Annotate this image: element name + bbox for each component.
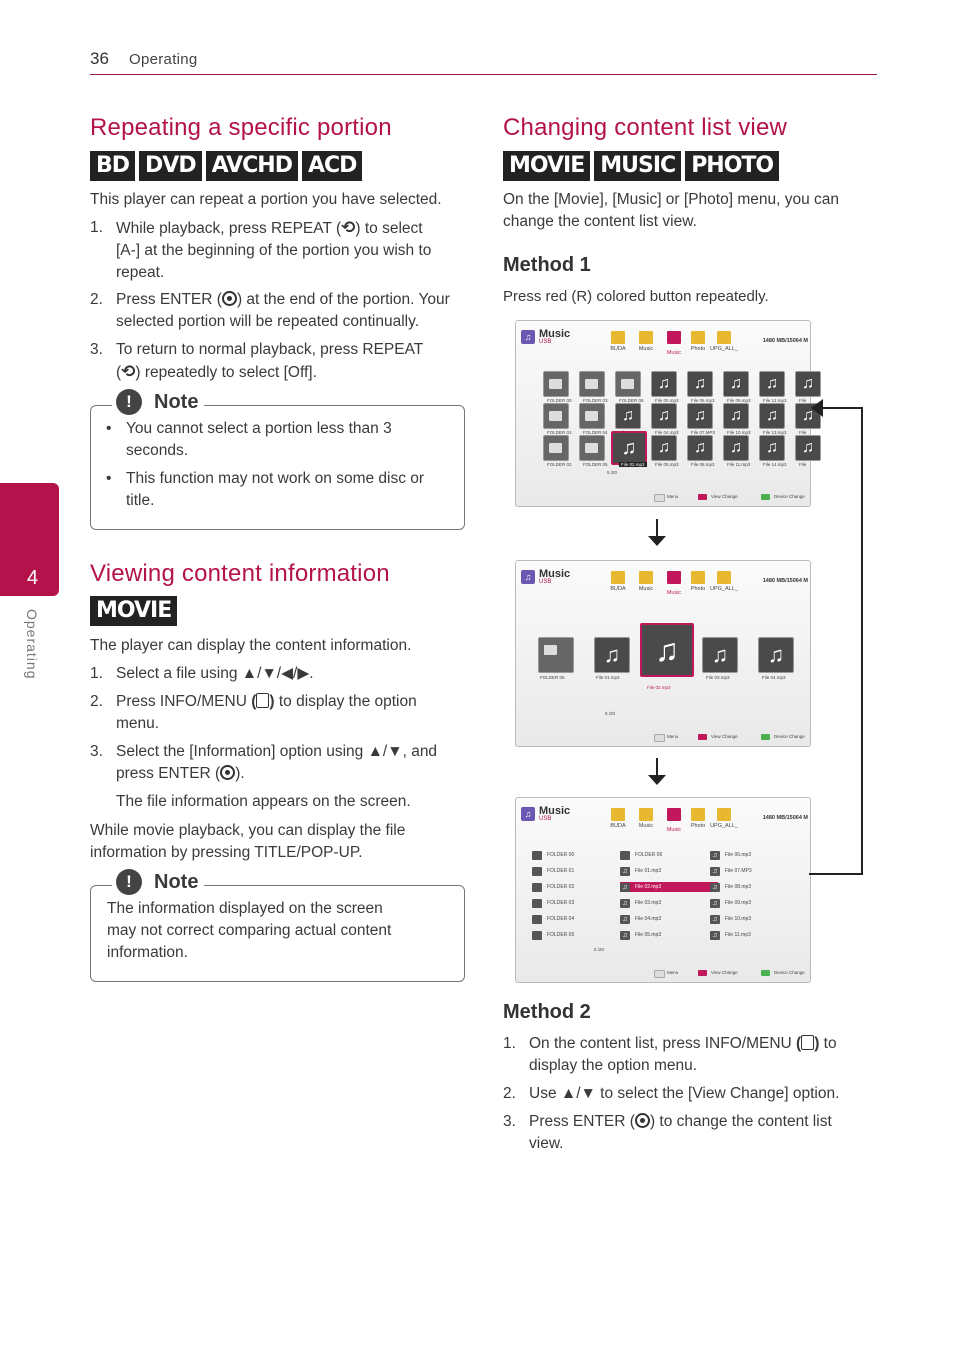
repeat-badges [90,151,362,181]
grid-item[interactable] [543,371,569,397]
grid-item-label: File 06.mp3 [691,398,715,403]
list-item[interactable] [710,882,808,892]
badge-photo: PHOTO [685,151,779,181]
screen-grid-view: ♫ Music USB BUDA Music Music Photo UPG_ALL_ 1480 MB/15064 M FOLDER 00 FOLDER 03 FOLDER 06 ♫ File 00.mp3 ♫ File 06.mp3 ♫ File 09.mp3 ♫ File 12.mp3 ♫ File FOLDER 01 FOLDER 04 ♫ ♫ File 04.mp3 ♫ File 07.MP3 ♫ File 10.mp3 ♫ File 13.mp3 ♫ File FOLDER 02 FOLDER 05 ♫ File 02.mp3 ♫ File 05.mp3 ♫ File 08.mp3 ♫ File 11.mp3 ♫ File 14.mp3 ♫ File 5 /20 Menu View Change Device Change [515,320,811,507]
list-item[interactable] [710,850,808,860]
music-note-icon: ♫ [620,867,630,876]
info-step-2 [90,691,417,735]
note-label: Note [154,870,199,893]
list-item[interactable] [620,914,718,924]
grid-item-label: File 00.mp3 [655,398,679,403]
carousel-item-selected[interactable]: ♫ [640,623,694,677]
list-item-label: File 08.mp3 [725,884,752,890]
warning-icon: ! [116,389,142,415]
step-text: Use ▲/▼ to select the [View Change] option. [529,1085,840,1102]
list-item[interactable] [532,882,630,892]
step-number: 1. [503,1035,516,1052]
grid-item-label: File [799,398,807,403]
folder-icon [532,899,542,908]
section-name: Operating [129,51,198,68]
list-item-label: FOLDER 00 [547,852,575,858]
grid-item[interactable]: ♫ [795,403,821,429]
grid-item[interactable]: ♫ [759,371,785,397]
category-selected[interactable]: Music [660,331,688,356]
return-arrow-bottom [809,873,863,875]
repeat-step-2 [90,289,450,333]
method2-step-1 [503,1033,837,1077]
grid-item[interactable]: ♫ [723,435,749,461]
category-budda[interactable]: BUDA [604,808,632,829]
grid-item[interactable]: ♫ [759,403,785,429]
enter-icon [222,291,237,306]
step-number: 1. [90,665,103,682]
music-note-icon: ♫ [710,867,720,876]
repeat-step-3 [90,339,423,384]
folder-icon [532,867,542,876]
category-photo[interactable]: Photo [684,571,712,592]
list-item-label: FOLDER 06 [635,852,663,858]
screen-title: ♫ Music USB [521,569,570,585]
view-badges [503,151,779,181]
list-item[interactable] [710,914,808,924]
category-budda[interactable]: BUDA [604,331,632,352]
page-number: 36 [90,49,109,68]
method2-step-3 [503,1111,832,1155]
grid-item[interactable]: ♫ [759,435,785,461]
grid-item[interactable]: ♫ [651,435,677,461]
list-item[interactable] [532,898,630,908]
list-item-label: FOLDER 03 [547,900,575,906]
grid-item-label: File 02.mp3 [621,462,645,467]
step-text: Press ENTER ( ) at the end of the portion. Your selected portion will be repeated continually. [116,291,450,330]
badge-avchd: AVCHD [206,151,298,181]
badge-dvd: DVD [139,151,202,181]
grid-item[interactable]: ♫ [723,403,749,429]
music-note-icon: ♫ [710,883,720,892]
screen-carousel-view: ♫ Music USB BUDA Music Music Photo UPG_ALL_ 1480 MB/15064 M FOLDER 06 ♫ File 01.mp3 ♫ File 02.mp3 ♫ File 03.mp3 ♫ File 04.mp3 5 /20 Menu View Change Device Change [515,560,811,747]
list-item[interactable] [710,898,808,908]
grid-item[interactable] [579,403,605,429]
badge-bd: BD [90,151,135,181]
music-note-icon: ♫ [620,883,630,892]
music-note-icon: ♫ [620,931,630,940]
step-text: Select the [Information] option using ▲/▼, and press ENTER ( ). [116,743,438,782]
method1-title: Method 1 [503,254,591,276]
list-item-label: File 02.mp3 [635,884,662,890]
category-music[interactable]: Music [632,331,660,352]
view-intro: On the [Movie], [Music] or [Photo] menu, you can change the content list view. [503,191,839,230]
music-note-icon: ♫ [521,330,535,344]
grid-item-label: File 07.MP3 [691,430,716,435]
green-button-icon [761,970,770,976]
folder-icon [532,915,542,924]
capacity: 1480 MB/15064 M [762,338,808,344]
info-note-header [112,869,204,895]
grid-item-label: FOLDER 01 [547,430,572,435]
grid-item[interactable]: ♫ [687,435,713,461]
list-item-label: FOLDER 04 [547,916,575,922]
capacity: 1480 MB/15064 M [762,578,808,584]
menu-button-icon [654,970,665,978]
return-arrow-top [822,407,863,409]
list-item[interactable] [620,866,718,876]
grid-item[interactable] [579,371,605,397]
method2-step-2 [503,1083,839,1105]
step-number: 2. [90,693,103,710]
green-button-icon [761,494,770,500]
grid-item-label: File 11.mp3 [727,462,751,467]
category-selected[interactable]: Music [660,571,688,596]
grid-item-label: File 12.mp3 [763,398,787,403]
grid-item[interactable]: ♫ [687,371,713,397]
info-intro: The player can display the content information. [90,637,412,654]
repeat-intro: This player can repeat a portion you have selected. [90,191,442,208]
grid-item-label: File [799,462,807,467]
grid-item-label: File 08.mp3 [691,462,715,467]
step-number: 1. [90,219,103,236]
music-note-icon: ♫ [620,899,630,908]
grid-item[interactable] [543,435,569,461]
list-item-label: File 01.mp3 [635,868,662,874]
menu-button-icon [654,734,665,742]
list-item[interactable] [620,930,718,940]
grid-item[interactable]: ♫ [795,435,821,461]
grid-item[interactable] [615,371,641,397]
step-number: 3. [90,341,103,358]
carousel-item[interactable] [538,637,574,673]
list-item-selected[interactable] [620,882,718,892]
info-badges [90,596,177,626]
list-item-label: FOLDER 05 [547,932,575,938]
repeat-icon: ⟲ [121,362,136,381]
carousel-item[interactable]: ♫ [758,637,794,673]
info-step-3-result: The file information appears on the screen. [116,793,411,810]
category-upg[interactable]: UPG_ALL_ [710,808,738,829]
capacity: 1480 MB/15064 M [762,815,808,821]
grid-item-label: FOLDER 02 [547,462,572,467]
list-item-label: File 06.mp3 [725,852,752,858]
list-item[interactable] [620,850,718,860]
view-title: Changing content list view [503,114,788,141]
music-note-icon: ♫ [620,915,630,924]
folder-icon [532,851,542,860]
list-item-label: File 04.mp3 [635,916,662,922]
menu-button-icon [654,494,665,502]
list-item-label: FOLDER 01 [547,868,575,874]
music-note-icon: ♫ [710,851,720,860]
grid-item[interactable]: ♫ [795,371,821,397]
grid-item-label: FOLDER 05 [583,462,608,467]
grid-item-label: File 04.mp3 [655,430,679,435]
music-note-icon: ♫ [710,931,720,940]
grid-item[interactable]: ♫ [615,403,641,429]
screen-title: ♫ Music USB [521,329,570,345]
list-item[interactable] [532,866,630,876]
chapter-number: 4 [27,567,39,589]
category-upg[interactable]: UPG_ALL_ [710,571,738,592]
grid-item[interactable]: ♫ [687,403,713,429]
step-text: Press INFO/MENU ( ) to display the option menu. [116,693,417,732]
category-selected[interactable]: Music [660,808,688,833]
list-item-label: File 10.mp3 [725,916,752,922]
category-music[interactable]: Music [632,571,660,592]
step-text: Select a file using ▲/▼/◀/▶. [116,665,314,682]
list-item-label: File 07.MP3 [725,868,752,874]
menu-icon [256,693,269,708]
music-note-icon: ♫ [521,570,535,584]
step-number: 2. [503,1085,516,1102]
music-note-icon: ♫ [710,915,720,924]
category-music[interactable]: Music [632,808,660,829]
red-button-icon [698,734,707,740]
badge-movie: MOVIE [503,151,590,181]
repeat-title: Repeating a specific portion [90,114,392,141]
step-text: Press ENTER ( ) to change the content list view. [529,1113,832,1152]
grid-item-label: File 09.mp3 [727,398,751,403]
grid-item-label: FOLDER 03 [583,398,608,403]
info-step-3 [90,741,437,785]
screen-title: ♫ Music USB [521,806,570,822]
green-button-icon [761,734,770,740]
repeat-note-header [112,389,204,415]
list-item[interactable] [710,930,808,940]
list-item[interactable] [532,930,630,940]
info-step-1 [90,663,314,685]
grid-item[interactable] [579,435,605,461]
info-note-text: The information displayed on the screen may not correct comparing actual content information. [107,900,392,961]
page-indicator: 5 /20 [594,947,605,952]
step-text: To return to normal playback, press REPEAT (⟲) repeatedly to select [Off]. [116,341,424,381]
menu-icon [801,1035,814,1050]
step-text: On the content list, press INFO/MENU ( ) to display the option menu. [529,1035,837,1074]
enter-icon [220,765,235,780]
info-title: Viewing content information [90,560,390,587]
grid-item-label: File 14.mp3 [763,462,787,467]
arrow-head-down-icon [648,536,666,546]
list-item-label: File 11.mp3 [725,932,751,938]
red-button-icon [698,494,707,500]
step-number: 3. [503,1113,516,1130]
note-label: Note [154,390,199,413]
return-arrow-vertical [861,407,863,875]
category-photo[interactable]: Photo [684,808,712,829]
folder-icon [532,931,542,940]
chapter-label: Operating [24,609,40,680]
step-number: 3. [90,743,103,760]
badge-acd: ACD [302,151,362,181]
music-note-icon: ♫ [710,899,720,908]
category-upg[interactable]: UPG_ALL_ [710,331,738,352]
repeat-note-bullet-2: • This function may not work on some disc or title. [106,470,425,509]
grid-item-label: File 05.mp3 [655,462,679,467]
list-item[interactable] [710,866,808,876]
header-rule [90,74,877,75]
method2-title: Method 2 [503,1001,591,1023]
red-button-icon [698,970,707,976]
page-indicator: 5 /20 [605,711,616,716]
folder-icon [620,851,630,860]
screen-list-view: ♫ Music USB BUDA Music Music Photo UPG_ALL_ 1480 MB/15064 M FOLDER 00 FOLDER 01 FOLDER 02 FOLDER 03 FOLDER 04 FOLDER 05 FOLDER 06 ♫ File 01.mp3 ♫ File 02.mp3 ♫ File 03.mp3 ♫ File 04.mp3 ♫ File 05.mp3 ♫ File 06.mp3 ♫ File 07.MP3 ♫ File 08.mp3 ♫ File 09.mp3 ♫ File 10.mp3 ♫ File 11.mp3 5 /20 Menu View Change Device Change [515,797,811,983]
grid-item-label: File [799,430,807,435]
arrow-head-left-icon [811,399,823,417]
list-item[interactable] [532,914,630,924]
info-after: While movie playback, you can display the file information by pressing TITLE/POP-UP. [90,822,406,861]
category-budda[interactable]: BUDA [604,571,632,592]
list-item-label: File 05.mp3 [635,932,662,938]
grid-item[interactable] [543,403,569,429]
grid-item[interactable]: ♫ [651,371,677,397]
arrow-head-down-icon [648,775,666,785]
grid-item-selected[interactable]: ♫ [611,431,647,465]
folder-icon [532,883,542,892]
music-note-icon: ♫ [521,807,535,821]
grid-item-label: File 13.mp3 [763,430,787,435]
carousel-item[interactable]: ♫ [702,637,738,673]
page-indicator: 5 /20 [607,470,618,475]
list-item-label: FOLDER 02 [547,884,575,890]
grid-item-label: FOLDER 06 [619,398,644,403]
grid-item-label: FOLDER 04 [583,430,608,435]
repeat-icon: ⟲ [341,218,356,237]
repeat-note-bullet-1: • You cannot select a portion less than 3 seconds. [106,420,392,459]
list-item-label: File 09.mp3 [725,900,752,906]
list-item[interactable] [532,850,630,860]
repeat-step-1 [90,217,431,284]
category-photo[interactable]: Photo [684,331,712,352]
step-text: While playback, press REPEAT (⟲) to select [A-] at the beginning of the portion you wish to repeat. [116,218,432,281]
badge-music: MUSIC [594,151,681,181]
warning-icon: ! [116,869,142,895]
carousel-item[interactable]: ♫ [594,637,630,673]
badge-movie: MOVIE [90,596,177,626]
enter-icon [635,1113,650,1128]
step-number: 2. [90,291,103,308]
method1-text: Press red (R) colored button repeatedly. [503,288,769,305]
grid-item-label: FOLDER 00 [547,398,572,403]
grid-item[interactable]: ♫ [723,371,749,397]
grid-item[interactable]: ♫ [651,403,677,429]
list-item[interactable] [620,898,718,908]
grid-item-label: File 10.mp3 [727,430,751,435]
list-item-label: File 03.mp3 [635,900,662,906]
